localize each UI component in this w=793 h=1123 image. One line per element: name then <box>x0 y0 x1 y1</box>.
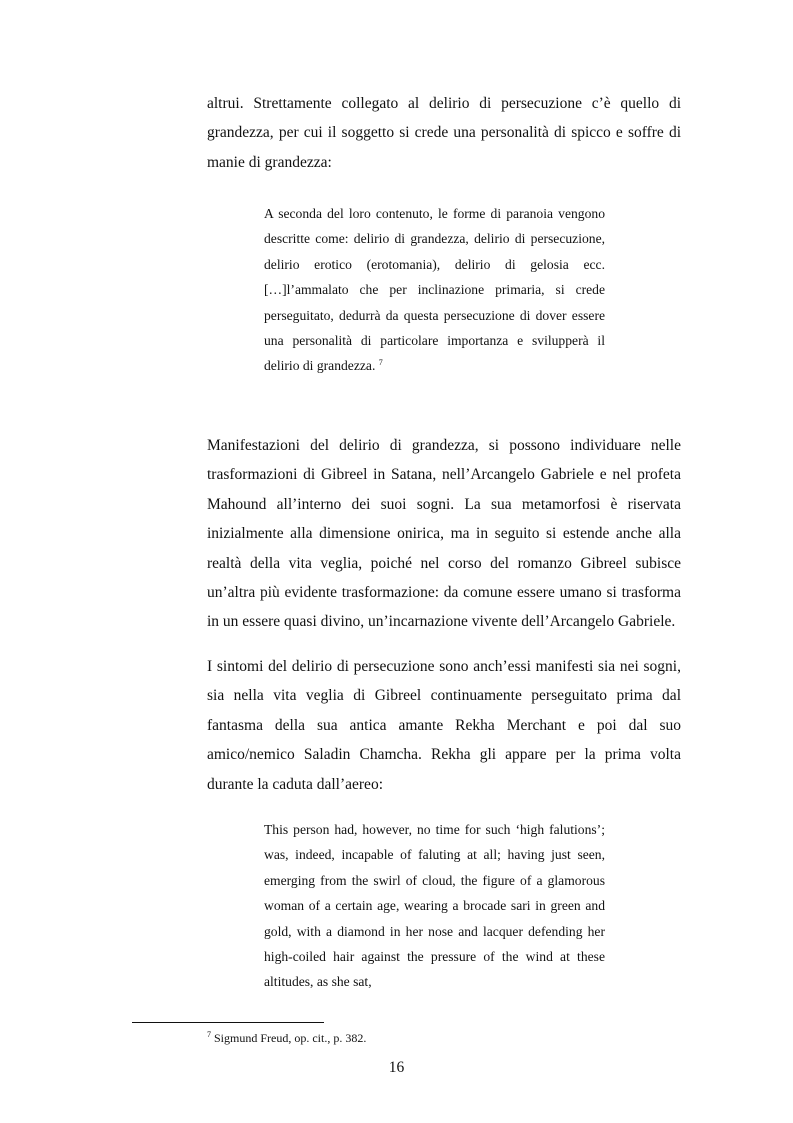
footnote-number: 7 <box>207 1030 211 1039</box>
footnote-text: Sigmund Freud, op. cit., p. 382. <box>214 1031 367 1045</box>
footnote-reference: 7 <box>378 358 383 368</box>
paragraph-grandezza: Manifestazioni del delirio di grandezza, si possono individuare nelle trasformazioni di Gibreel in Satana, nell’Arcangelo Gabriele e nel profeta Mahound all’interno dei suoi sogni. La sua metamorfosi è riservata inizialmente alla dimensione onirica, ma in seguito si estende anche alla realtà della vita veglia, poiché nel corso del romanzo Gibreel subisce un’altra più evidente trasformazione: da comune essere umano si trasforma in un essere quasi divino, un’incarnazione vivente dell’Arcangelo Gabriele. <box>207 437 681 631</box>
paragraph-intro: altrui. Strettamente collegato al delirio di persecuzione c’è quello di grandezza, per cui il soggetto si crede una personalità di spicco e soffre di manie di grandezza: <box>207 95 681 171</box>
footnote <box>207 1030 366 1046</box>
page-number: 16 <box>388 1059 405 1076</box>
paragraph-persecuzione: I sintomi del delirio di persecuzione sono anch’essi manifesti sia nei sogni, sia nella vita veglia di Gibreel continuamente perseguitato prima dal fantasma della sua antica amante Rekha Merchant e poi dal suo amico/nemico Saladin Chamcha. Rekha gli appare per la prima volta durante la caduta dall’aereo: <box>207 658 681 793</box>
footnote-divider <box>132 1022 324 1023</box>
block-quote-rushdie: This person had, however, no time for such ‘high falutions’; was, indeed, incapable of faluting at all; having just seen, emerging from the swirl of cloud, the figure of a glamorous woman of a certain age, wearing a brocade sari in green and gold, with a diamond in her nose and lacquer defending her high-coiled hair against the pressure of the wind at these altitudes, as she sat, <box>264 822 605 990</box>
block-quote-freud <box>264 201 605 379</box>
block-quote-freud-text: A seconda del loro contenuto, le forme di paranoia vengono descritte come: delirio di grandezza, delirio di persecuzione, delirio erotico (erotomania), delirio di gelosia ecc. […]l’ammalato che per inclinazione primaria, si crede perseguitato, dedurrà da questa persecuzione di dover essere una personalità di particolare importanza e svilupperà il delirio di grandezza. <box>264 206 605 374</box>
